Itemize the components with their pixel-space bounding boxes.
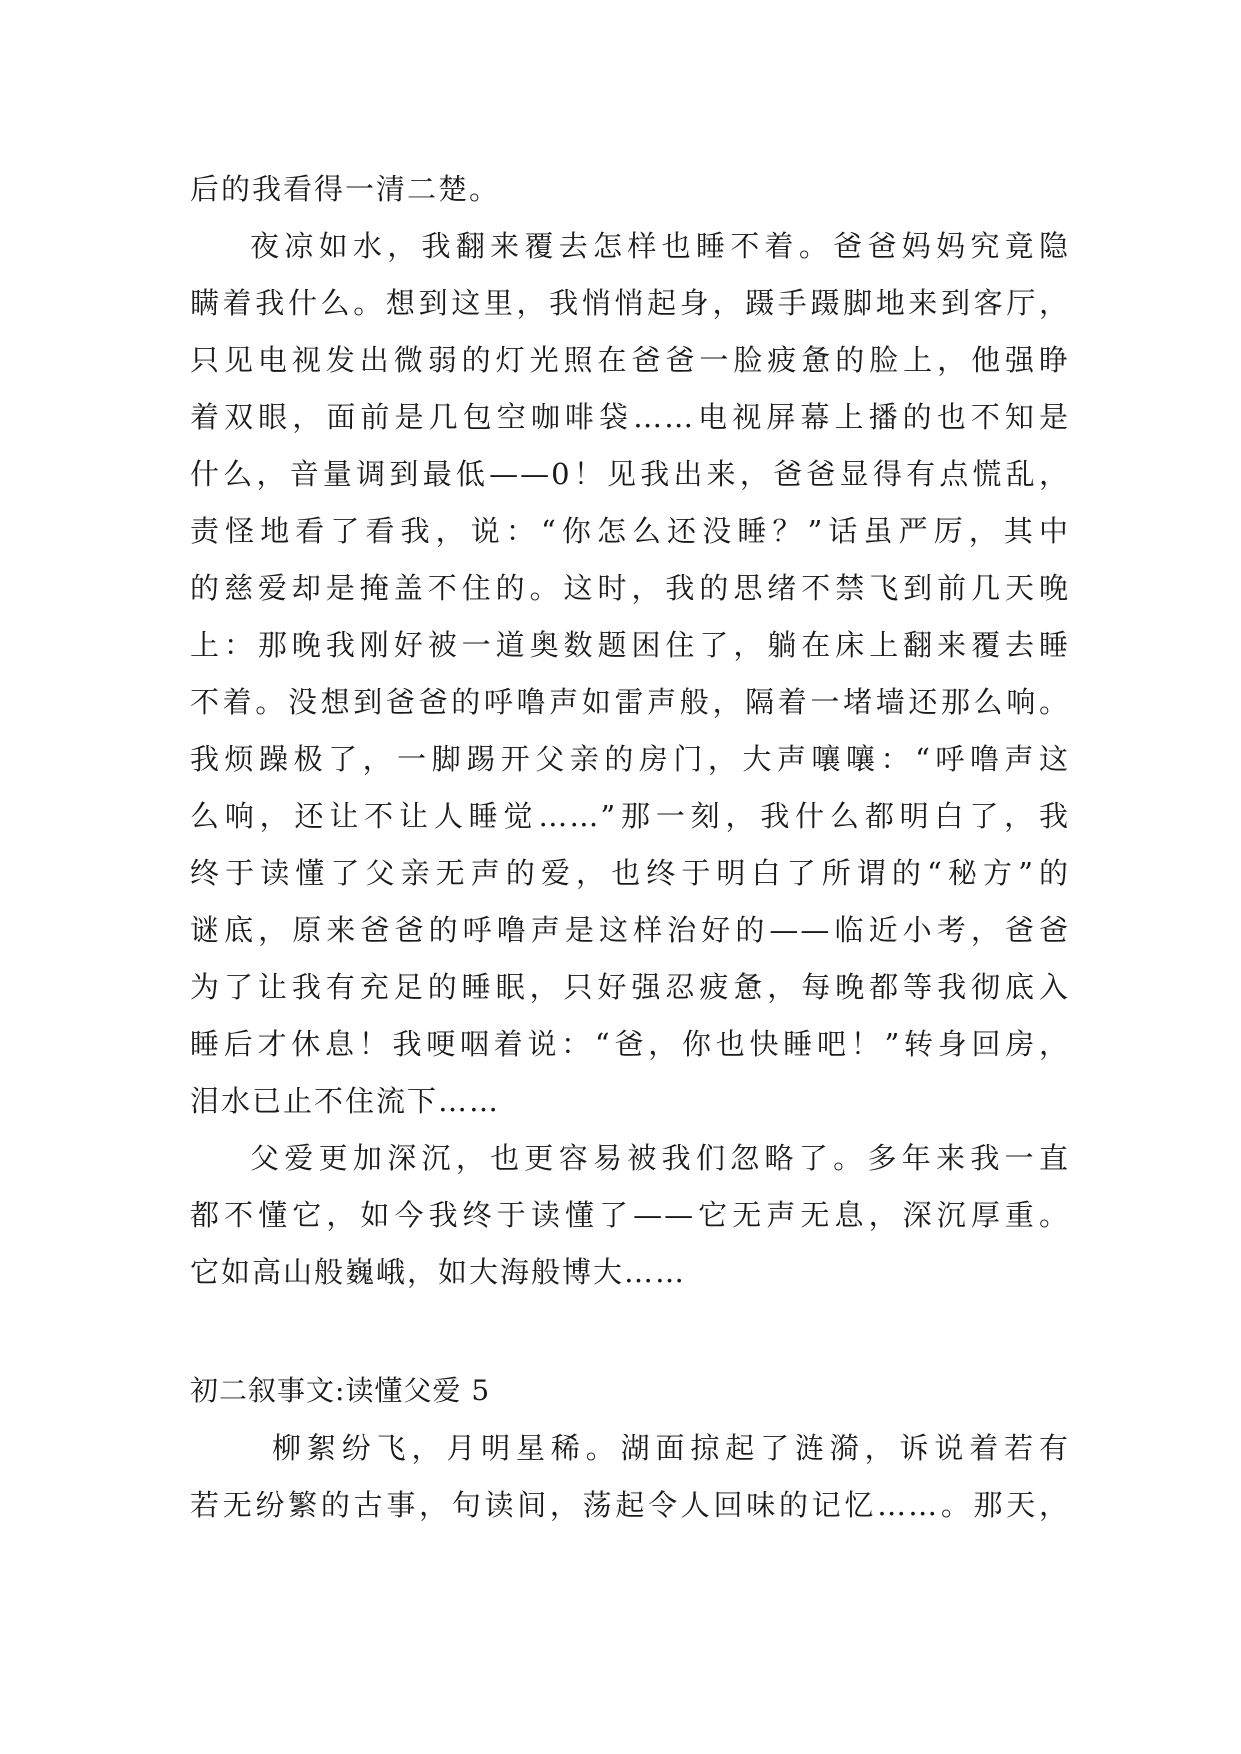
paragraph-first-line: 夜凉如水，我翻来覆去怎样也睡不着。爸爸妈妈究竟隐 [250,229,1070,263]
paragraph-first-line: 柳絮纷飞，月明星稀。湖面掠起了涟漪，诉说着若有 [272,1431,1070,1465]
text-line: 后的我看得一清二楚。 [190,172,501,206]
text-line: 它如高山般巍峨，如大海般博大…… [190,1255,687,1289]
text-line: 谜底，原来爸爸的呼噜声是这样治好的——临近小考，爸爸 [190,913,1070,947]
text-line: 睡后才休息！我哽咽着说：“爸，你也快睡吧！”转身回房， [190,1027,1070,1061]
text-line: 么响，还让不让人睡觉……”那一刻，我什么都明白了，我 [190,799,1070,833]
text-line: 为了让我有充足的睡眠，只好强忍疲惫，每晚都等我彻底入 [190,970,1070,1004]
text-line: 瞒着我什么。想到这里，我悄悄起身，蹑手蹑脚地来到客厅， [190,286,1070,320]
text-line: 终于读懂了父亲无声的爱，也终于明白了所谓的“秘方”的 [190,856,1070,890]
text-line: 上：那晚我刚好被一道奥数题困住了，躺在床上翻来覆去睡 [190,628,1070,662]
section-heading: 初二叙事文:读懂父爱 5 [190,1374,491,1407]
text-line: 我烦躁极了，一脚踢开父亲的房门，大声嚷嚷：“呼噜声这 [190,742,1070,776]
text-line: 着双眼，面前是几包空咖啡袋……电视屏幕上播的也不知是 [190,400,1070,434]
text-line: 若无纷繁的古事，句读间，荡起令人回味的记忆……。那天， [190,1488,1070,1522]
text-line: 泪水已止不住流下…… [190,1084,501,1118]
text-line: 责怪地看了看我，说：“你怎么还没睡？”话虽严厉，其中 [190,514,1070,548]
text-line: 不着。没想到爸爸的呼噜声如雷声般，隔着一堵墙还那么响。 [190,685,1070,719]
text-line: 什么，音量调到最低——0！见我出来，爸爸显得有点慌乱， [190,457,1070,491]
paragraph-first-line: 父爱更加深沉，也更容易被我们忽略了。多年来我一直 [250,1141,1070,1175]
text-line: 只见电视发出微弱的灯光照在爸爸一脸疲惫的脸上，他强睁 [190,343,1070,377]
text-line: 都不懂它，如今我终于读懂了——它无声无息，深沉厚重。 [190,1198,1070,1232]
text-line: 的慈爱却是掩盖不住的。这时，我的思绪不禁飞到前几天晚 [190,571,1070,605]
